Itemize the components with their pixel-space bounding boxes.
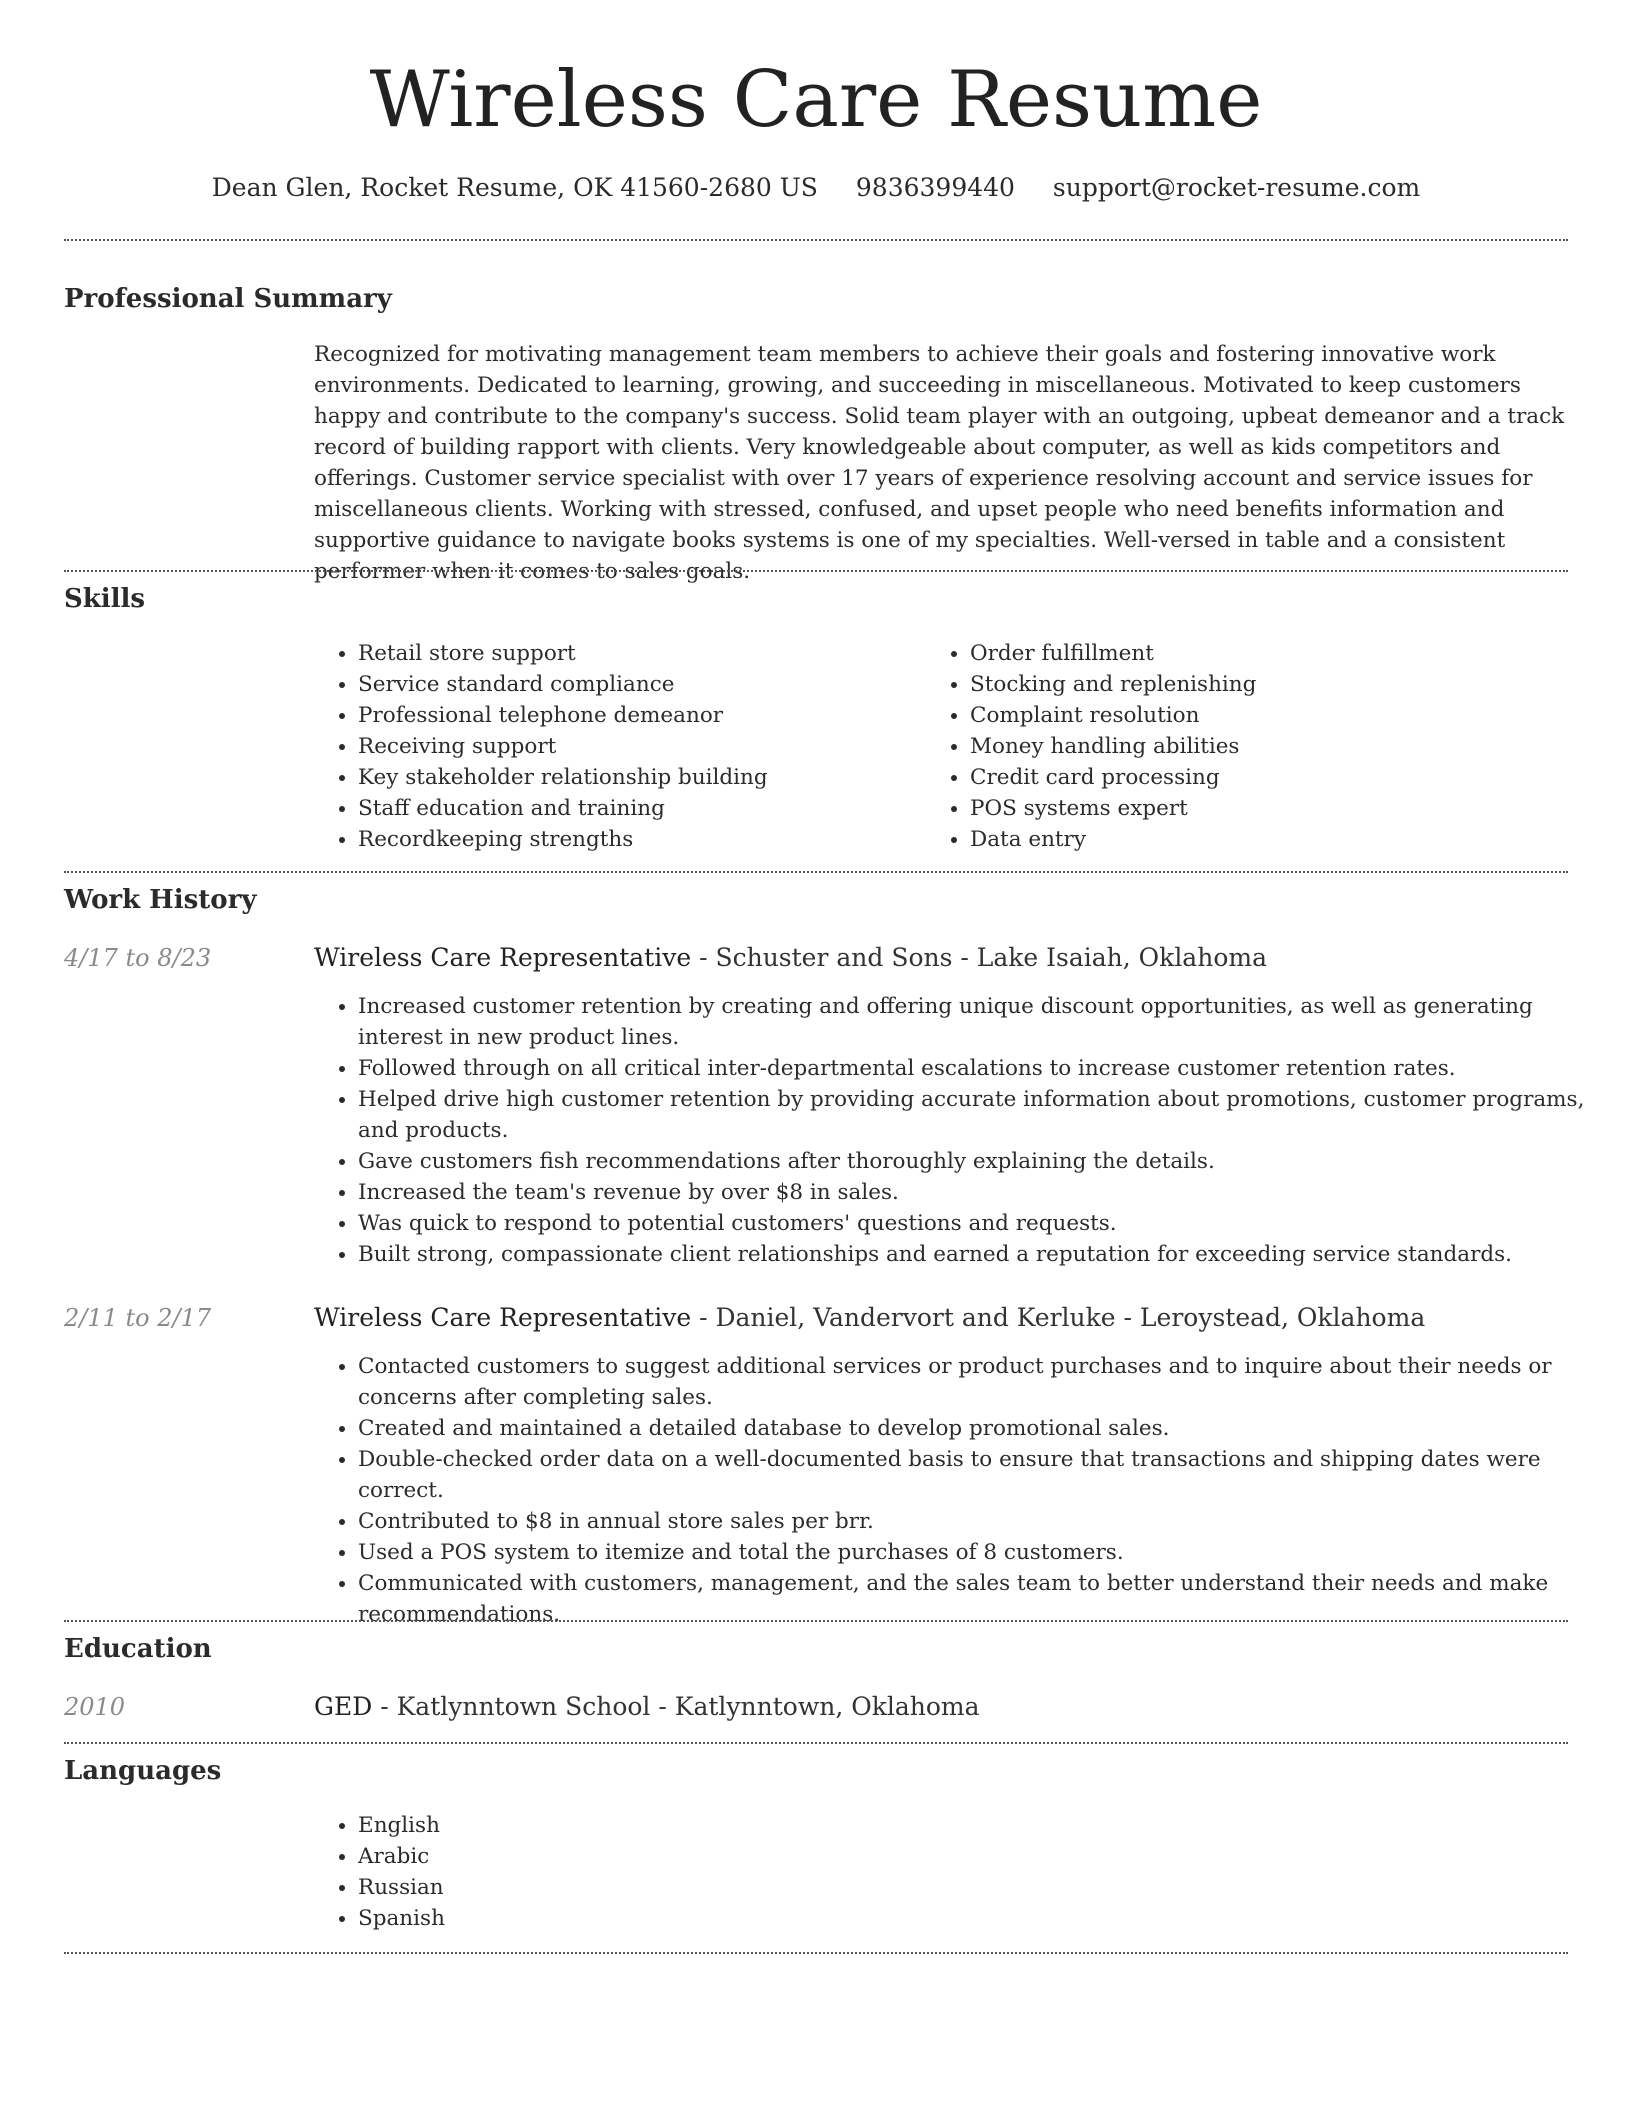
section-divider [64,570,1568,572]
skill-item: • Credit card processing [970,762,1570,793]
education-heading-line [314,1690,1568,1724]
skill-item: • Receiving support [358,731,928,762]
education-degree: GED [314,1692,373,1721]
skill-item: • Money handling abilities [970,731,1570,762]
job-dates: 2/11 to 2/17 [64,1304,212,1332]
job-role: Wireless Care Representative [314,943,692,972]
job-details: - Schuster and Sons - Lake Isaiah, Oklahoma [691,943,1267,972]
job-bullet: • Was quick to respond to potential customers' questions and requests. [358,1208,1612,1239]
skill-item: • Complaint resolution [970,700,1570,731]
skill-item: • Order fulfillment [970,638,1570,669]
education-heading: Education [64,1634,212,1664]
contact-email: support@rocket-resume.com [1052,173,1421,202]
job-heading [314,941,1568,975]
skills-list-left [314,638,928,855]
job-bullets [314,1351,1612,1630]
language-item: • Spanish [358,1903,958,1934]
language-item: • Russian [358,1872,958,1903]
job-heading [314,1301,1568,1335]
section-divider [64,871,1568,873]
section-divider [64,239,1568,241]
skill-item: • Recordkeeping strengths [358,824,928,855]
job-bullet: • Increased the team's revenue by over $8 in sales. [358,1177,1612,1208]
skill-item: • Professional telephone demeanor [358,700,928,731]
contact-line [0,170,1632,206]
education-details: - Katlynntown School - Katlynntown, Oklahoma [372,1692,980,1721]
summary-text: Recognized for motivating management team members to achieve their goals and fostering innovative work environments. Dedicated to learning, growing, and succeeding in miscellaneous. Motivated to keep customers happy and contribute to the company's success. Solid team player with an outgoing, upbeat demeanor and a track record of building rapport with clients. Very knowledgeable about computer, as well as kids competitors and offerings. Customer service specialist with over 17 years of experience resolving account and service issues for miscellaneous clients. Working with stressed, confused, and upset people who need benefits information and supportive guidance to navigate books systems is one of my specialties. Well-versed in table and a consistent performer when it comes to sales goals. [314,342,1565,584]
skills-list-right [926,638,1570,855]
job-bullets [314,991,1612,1270]
job-bullet: • Increased customer retention by creating and offering unique discount opportunities, as well as generating interest in new product lines. [358,991,1612,1053]
skill-item: • Key stakeholder relationship building [358,762,928,793]
job-bullet: • Built strong, compassionate client relationships and earned a reputation for exceeding service standards. [358,1239,1612,1270]
work-history-section [64,883,1585,1627]
job-bullet: • Contacted customers to suggest additional services or product purchases and to inquire about their needs or concerns after completing sales. [358,1351,1612,1413]
languages-section [64,1754,1568,1934]
skill-item: • POS systems expert [970,793,1570,824]
job-bullet: • Double-checked order data on a well-documented basis to ensure that transactions and shipping dates were correct. [358,1444,1612,1506]
skill-item: • Data entry [970,824,1570,855]
skills-heading: Skills [64,584,146,614]
job-bullet: • Contributed to $8 in annual store sales per brr. [358,1506,1612,1537]
skill-item: • Staff education and training [358,793,928,824]
languages-heading: Languages [64,1756,222,1786]
work-history-heading: Work History [64,885,257,915]
job-role: Wireless Care Representative [314,1303,692,1332]
contact-phone: 9836399440 [855,173,1015,202]
language-item: • Arabic [358,1841,958,1872]
job-bullet: • Followed through on all critical inter-departmental escalations to increase customer retention rates. [358,1053,1612,1084]
skill-item: • Service standard compliance [358,669,928,700]
section-divider [64,1620,1568,1622]
job-bullet: • Communicated with customers, management, and the sales team to better understand their needs and make recommendations. [358,1568,1612,1630]
contact-address: Dean Glen, Rocket Resume, OK 41560-2680 US [211,173,818,202]
section-divider [64,1952,1568,1954]
job-details: - Daniel, Vandervort and Kerluke - Leroystead, Oklahoma [691,1303,1426,1332]
section-divider [64,1742,1568,1744]
skill-item: • Stocking and replenishing [970,669,1570,700]
skill-item: • Retail store support [358,638,928,669]
skills-section [64,582,1568,862]
job-bullet: • Helped drive high customer retention by providing accurate information about promotions, customer programs, and products. [358,1084,1612,1146]
education-year: 2010 [64,1693,126,1721]
resume-title: Wireless Care Resume [369,55,1263,145]
languages-list [314,1810,958,1934]
summary-heading: Professional Summary [64,284,392,314]
language-item: • English [358,1810,958,1841]
job-bullet: • Gave customers fish recommendations after thoroughly explaining the details. [358,1146,1612,1177]
job-bullet: • Used a POS system to itemize and total the purchases of 8 customers. [358,1537,1612,1568]
job-bullet: • Created and maintained a detailed database to develop promotional sales. [358,1413,1612,1444]
education-section [64,1632,1568,1732]
job-dates: 4/17 to 8/23 [64,944,212,972]
summary-section [64,282,1568,584]
